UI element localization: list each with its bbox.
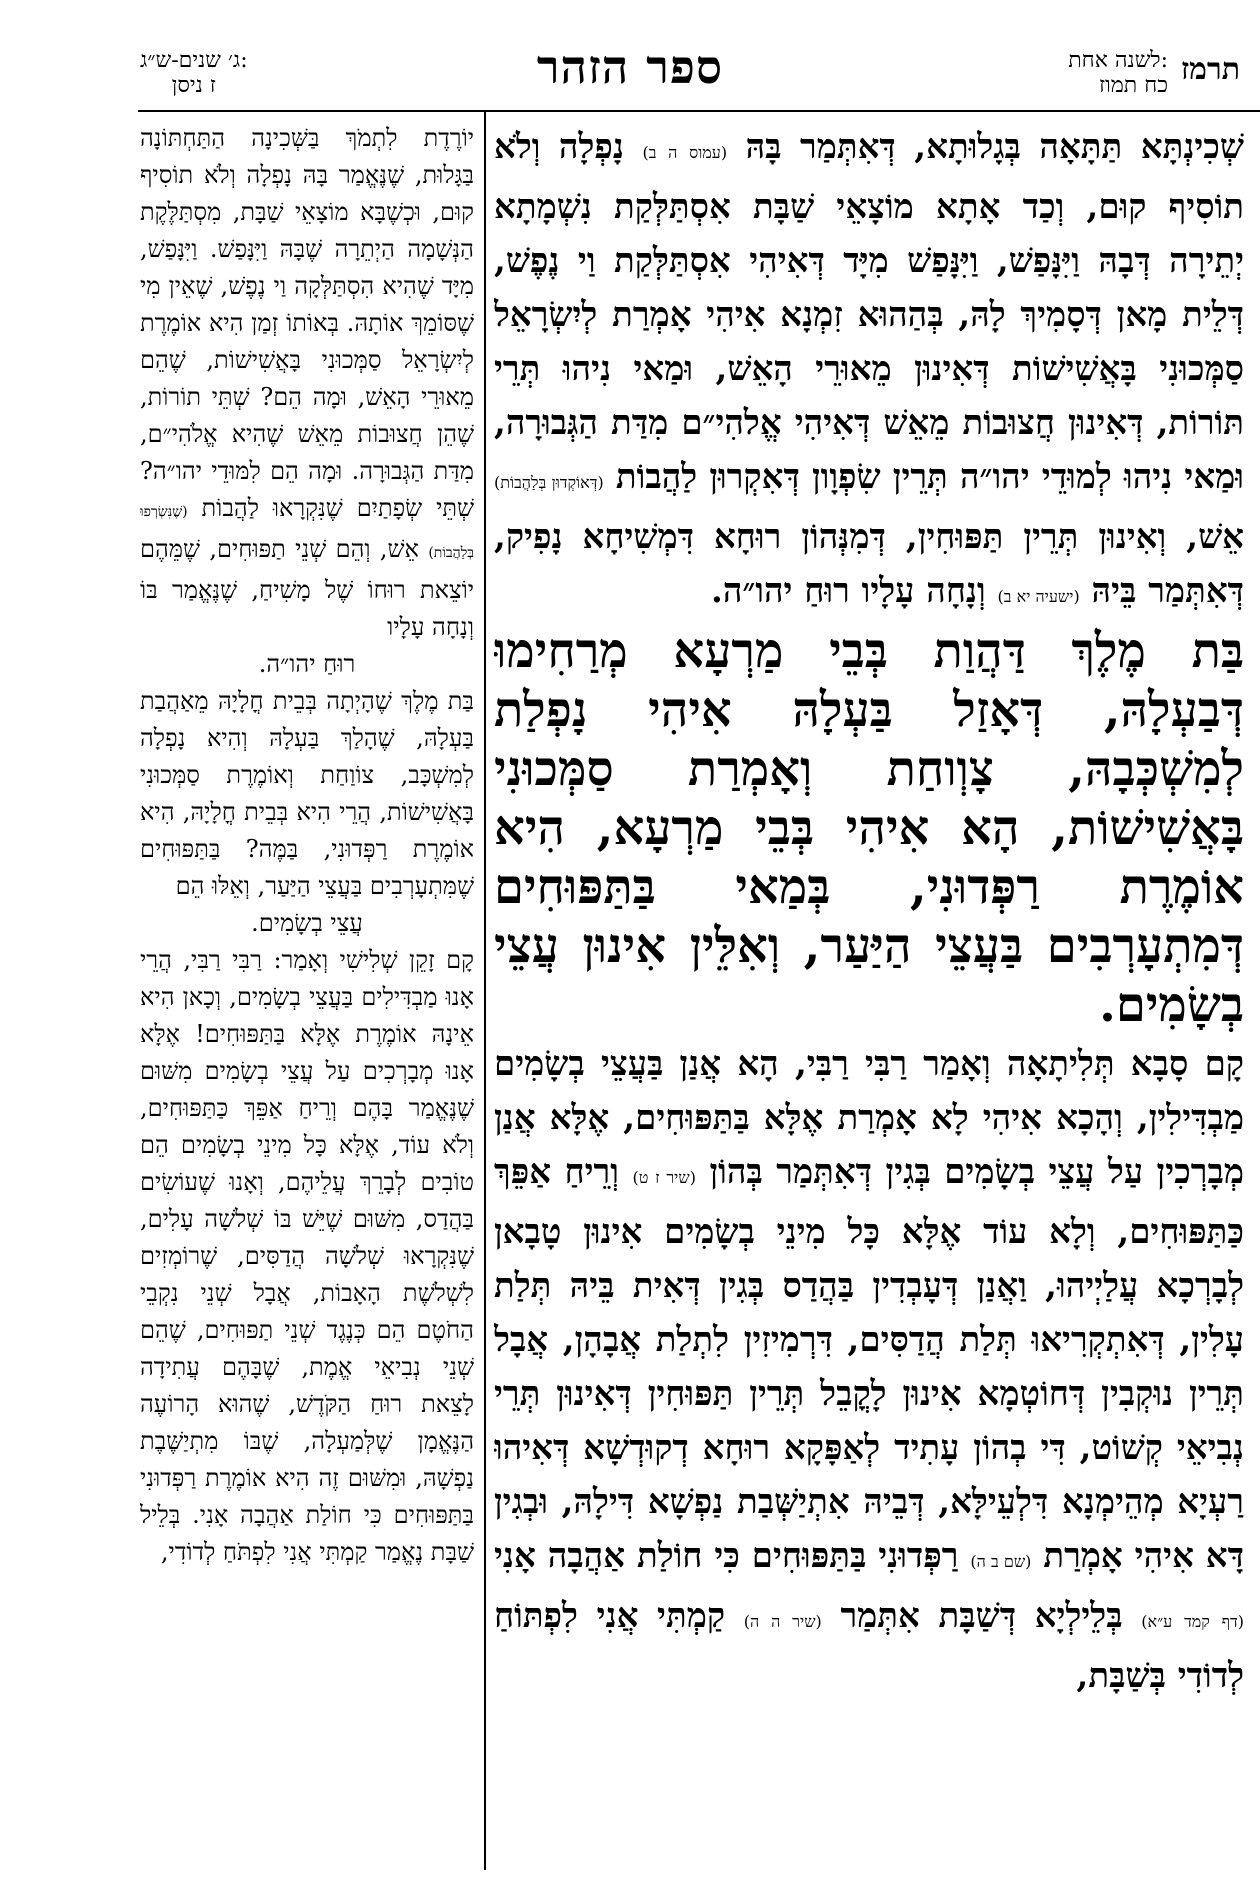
source-reference: (ישעיה יא ב) bbox=[997, 587, 1080, 606]
source-reference: (עמוס ה ב) bbox=[642, 143, 728, 162]
main-paragraph bbox=[494, 624, 1244, 1037]
column-divider bbox=[484, 110, 486, 1870]
main-text-segment: נָפְלָה וְלֹא תוֹסִיף קוּם, וְכַד אָתָא מוֹצָאֵי שַׁבָּת אִסְתַּלְּקַת נִשְׁמָתָא יְתֵירָה דְּבָהּ וַיִּנָּפַשׁ, וַיִּנָּפַשׁ מִיָּד דְּאִיהִי אִסְתַּלְּקַת וַי נֶפֶשׁ, דְּלֵית מָאן דְּסָמִיךְ לָהּ, בְּהַהוּא זִמְנָא אִיהִי אָמְרַת לְיִשְׂרָאֵל סַמְּכוּנִי בָּאֲשִׁישׁוֹת דְּאִינוּן מֵאוּרֵי הָאֵשׁ, וּמַאי נִיהוּ תְּרֵי תּוֹרוֹת, דְּאִינוּן חֲצוּבוֹת מֵאֵשׁ דְּאִיהִי אֱלהִי״ם מִדַּת הַגְּבוּרָה, וּמַאי נִיהוּ לְמוּדֵי יהו״ה תְּרֵין שִׂפְוָון דְּאִקְרוּן לַהֲבוֹת bbox=[494, 127, 1244, 497]
translation-paragraph-end: עֲצֵי בְשָׂמִים. bbox=[251, 909, 363, 937]
reading-schedule-right bbox=[1068, 48, 1168, 99]
main-paragraph bbox=[494, 120, 1244, 624]
translation-paragraph bbox=[140, 120, 474, 646]
header-divider bbox=[138, 110, 1260, 112]
translation-text-segment: אֵשׁ, וְהֵם שְׁנֵי תַפּוּחִים, שֶׁמֵּהֶם יוֹצֵאת רוּחוֹ שֶׁל מָשִׁיחַ, שֶׁנֶּאֱמַר בּוֹ וְנָחָה עָלָיו bbox=[140, 535, 474, 641]
translation-paragraph: בַּת מֶלֶךְ שֶׁהָיְתָה בְּבֵית חֳלָיָהּ מֵאַהֲבַת בַּעְלָהּ, שֶׁהָלַךְ בַּעְלָהּ וְהִיא נָפְלָה לְמִשְׁכָּב, צוֹוַחַת וְאוֹמֶרֶת סַמְּכוּנִי בָּאֲשִׁישׁוֹת, הֲרֵי הִיא בְּבֵית חֳלָיָהּ, הִיא אוֹמֶרֶת רַפְּדוּנִי, בַּמֶּה? בַּתַּפּוּחִים שֶׁמִּתְעָרְבִים בַּעֲצֵי הַיַּעַר, וְאֵלּוּ הֵם bbox=[140, 687, 474, 900]
page-reference: (דף קמד ע״א) bbox=[1141, 1612, 1244, 1631]
main-text-segment: וְרֵיחַ אַפֵּךְ כַּתַּפּוּחִים, וְלָא עוֹד אֶלָּא כָּל מִינֵי בְשָׂמִים אִינוּן טָבָאן לְבָרְכָא עֲלַיְיהוּ, וַאֲנַן דְּעָבְדִין בַּהֲדַס בְּגִין דְּאִית בֵּיהּ תְּלַת עָלִין, דְּאִתְקְרִיאוּ תְּלַת הֲדַסִּים, דִּרְמִיזִין לִתְלַת אֲבָהָן, אֲבָל תְּרֵין נוּקְבִין דְּחוֹטְמָא אִינוּן לָקֳבֵל תְּרֵין תַּפּוּחִין דְּאִינוּן תְּרֵי נְבִיאֵי קְשׁוֹט, דִּי בְהוֹן עָתִיד לְאַפָּקָא רוּחָא דְקוּדְשָׁא דְּאִיהוּ רַעְיָא מְהֵימְנָא דִּלְעֵילָּא, דְּבֵיהּ אִתְיַשְּׁבַת נַפְשָׁא דִּילָהּ, וּבְגִין דָּא אִיהִי אָמְרַת bbox=[494, 1152, 1244, 1576]
aramaic-text-column bbox=[494, 120, 1244, 1880]
source-reference: (שיר ה ה) bbox=[743, 1612, 822, 1631]
main-text-segment: וְנָחָה עָלָיו רוּחַ יהו״ה. bbox=[710, 571, 986, 611]
main-text-segment: קַמְתִּי אֲנִי לִפְתּוֹחַ לְדוֹדִי בְּשַׁבָּת, bbox=[494, 1596, 1244, 1696]
translation-paragraph: קָם זָקֵן שְׁלִישִׁי וְאָמַר: רַבִּי רַבִּי, הֲרֵי אָנוּ מַבְדִּילִים בַּעֲצֵי בְשָׂמִים, וְכָאן הִיא אֵינָהּ אוֹמֶרֶת אֶלָּא בַּתַּפּוּחִים! אֶלָּא אָנוּ מְבָרְכִים עַל עֲצֵי בְשָׂמִים מִשּׁוּם שֶׁנֶּאֱמַר בָּהֶם וְרֵיחַ אַפֵּךְ כַּתַּפּוּחִים, וְלֹא עוֹד, אֶלָּא כָּל מִינֵי בְשָׂמִים הֵם טוֹבִים לְבָרֵךְ עֲלֵיהֶם, וְאָנוּ שֶׁעוֹשִׂים בַּהֲדַס, מִשּׁוּם שֶׁיֵּשׁ בּוֹ שְׁלֹשָׁה עָלִים, שֶׁנִּקְרָאוּ שְׁלֹשָׁה הֲדַסִּים, שֶׁרוֹמְזִים לִשְׁלֹשֶׁת הָאָבוֹת, אֲבָל שְׁנֵי נִקְבֵי הַחֹטֶם הֵם כְּנֶגֶד שְׁנֵי תַפּוּחִים, שֶׁהֵם שְׁנֵי נְבִיאֵי אֱמֶת, שֶׁבָּהֶם עֲתִידָה לָצֵאת רוּחַ הַקֹּדֶשׁ, שֶׁהוּא הָרוֹעֶה הַנֶּאֱמָן שֶׁלְּמַעְלָה, שֶׁבּוֹ מִתְיַשֶּׁבֶת נַפְשָׁהּ, וּמִשּׁוּם זֶה הִיא אוֹמֶרֶת רַפְּדוּנִי בַּתַּפּוּחִים כִּי חוֹלַת אַהֲבָה אָנִי. בְּלֵיל שַׁבָּת נֶאֱמַר קַמְתִּי אֲנִי לִפְתֹּחַ לְדוֹדִי, bbox=[140, 946, 474, 1566]
main-text-segment: בַּת מֶלֶךְ דַּהֲוַת בְּבֵי מַרְעָא מְרַחִימוּ דְּבַעְלָהּ, דְּאָזַל בַּעְלָהּ אִיהִי נָפְלַת לְמִשְׁכְּבָהּ, צָוְוחַת וְאָמְרַת סַמְּכוּנִי בָּאֲשִׁישׁוֹת, הָא אִיהִי בְּבֵי מַרְעָא, הִיא אוֹמֶרֶת רַפְּדוּנִי, בְּמַאי בַּתַּפּוּחִים דְּמִתְעָרְבִים בַּעֲצֵי הַיַּעַר, וְאִלֵּין אִינוּן עֲצֵי בְשָׂמִים. bbox=[494, 623, 1244, 1033]
source-reference: (שֶׁנִּשְׂרְפוּ בְּלַהֲבוֹת) bbox=[140, 504, 474, 561]
translation-text-segment: יוֹרֶדֶת לִתְמֹךְ בַּשְּׁכִינָה הַתַּחְתּוֹנָה בַּגָּלוּת, שֶׁנֶּאֱמַר בָּהּ נָפְלָה וְלֹא תוֹסִיף קוּם, וּכְשֶׁבָּא מוֹצָאֵי שַׁבָּת, מִסְתַּלֶּקֶת הַנְּשָׁמָה הַיְתֵרָה שֶׁבָּהּ וַיִּנָּפַשׁ. וַיִּנָּפַשׁ, מִיָּד שֶׁהִיא הִסְתַּלְּקָה וַי נֶפֶשׁ, שֶׁאֵין מִי שֶׁסּוֹמֵךְ אוֹתָהּ. בְּאוֹתוֹ זְמַן הִיא אוֹמֶרֶת לְיִשְׂרָאֵל סַמְּכוּנִי בָּאֲשִׁישׁוֹת, שֶׁהֵם מֵאוּרֵי הָאֵשׁ, וּמָה הֵם? שְׁתֵּי תוֹרוֹת, שֶׁהֵן חֲצוּבוֹת מֵאֵשׁ שֶׁהִיא אֱלֹהִי״ם, מִדַּת הַגְּבוּרָה. וּמָה הֵם לִמּוּדֵי יהו״ה? שְׁתֵּי שְׂפָתַיִם שֶׁנִּקְרָאוּ לַהֲבוֹת bbox=[140, 124, 474, 522]
translation-paragraph-end: רוּחַ יהו״ה. bbox=[258, 650, 356, 678]
main-text-segment: אֵשׁ, וְאִינוּן תְּרֵין תַּפּוּחִין, דְּמִנְּהוֹן רוּחָא דִּמְשִׁיחָא נָפִיק, דְּאִתְּמַר בֵּיהּ bbox=[494, 517, 1244, 611]
reading-schedule-left bbox=[140, 48, 248, 99]
source-reference: (שם ב ה) bbox=[970, 1552, 1032, 1571]
main-text-segment: בְּלֵילְיָא דְּשַׁבָּת אִתְּמַר bbox=[840, 1596, 1123, 1636]
main-text-segment: רַפְּדוּנִי בַּתַּפּוּחִים כִּי חוֹלַת אַהֲבָה אָנִי bbox=[494, 1536, 959, 1576]
main-paragraph bbox=[494, 1037, 1244, 1703]
main-text-segment: שְׁכִינְתָּא תַּתָּאָה בְּגָלוּתָא, דְּאִתְּמַר בָּהּ bbox=[745, 127, 1244, 167]
hebrew-translation-column bbox=[140, 120, 474, 1880]
page-header bbox=[0, 0, 1260, 118]
book-title: ספר הזהר bbox=[536, 40, 724, 94]
source-reference: (דְּאוֹקְדוּן בְּלַהֲבוֹת) bbox=[494, 473, 604, 492]
schedule-label-three-years: ג׳ שנים-ש״ג: bbox=[140, 48, 248, 73]
schedule-date-one-year: כח תמוז bbox=[1099, 73, 1168, 99]
schedule-date-three-years: ז ניסן bbox=[171, 73, 216, 99]
main-text-segment: קָם סָבָא תְּלִיתָאָה וְאָמַר רַבִּי רַבִּי, הָא אֲנַן בַּעֲצֵי בְשָׂמִים מַבְדִּילִין, וְהָכָא אִיהִי לָא אָמְרַת אֶלָּא בַּתַּפּוּחִים, אֶלָּא אֲנַן מְבָרְכִין עַל עֲצֵי בְשָׂמִים בְּגִין דְּאִתְּמַר בְּהוֹן bbox=[494, 1044, 1244, 1192]
schedule-label-one-year: לשנה אחת: bbox=[1068, 48, 1168, 73]
source-reference: (שיר ז ט) bbox=[632, 1168, 696, 1187]
page-number: תרמז bbox=[1180, 52, 1240, 87]
